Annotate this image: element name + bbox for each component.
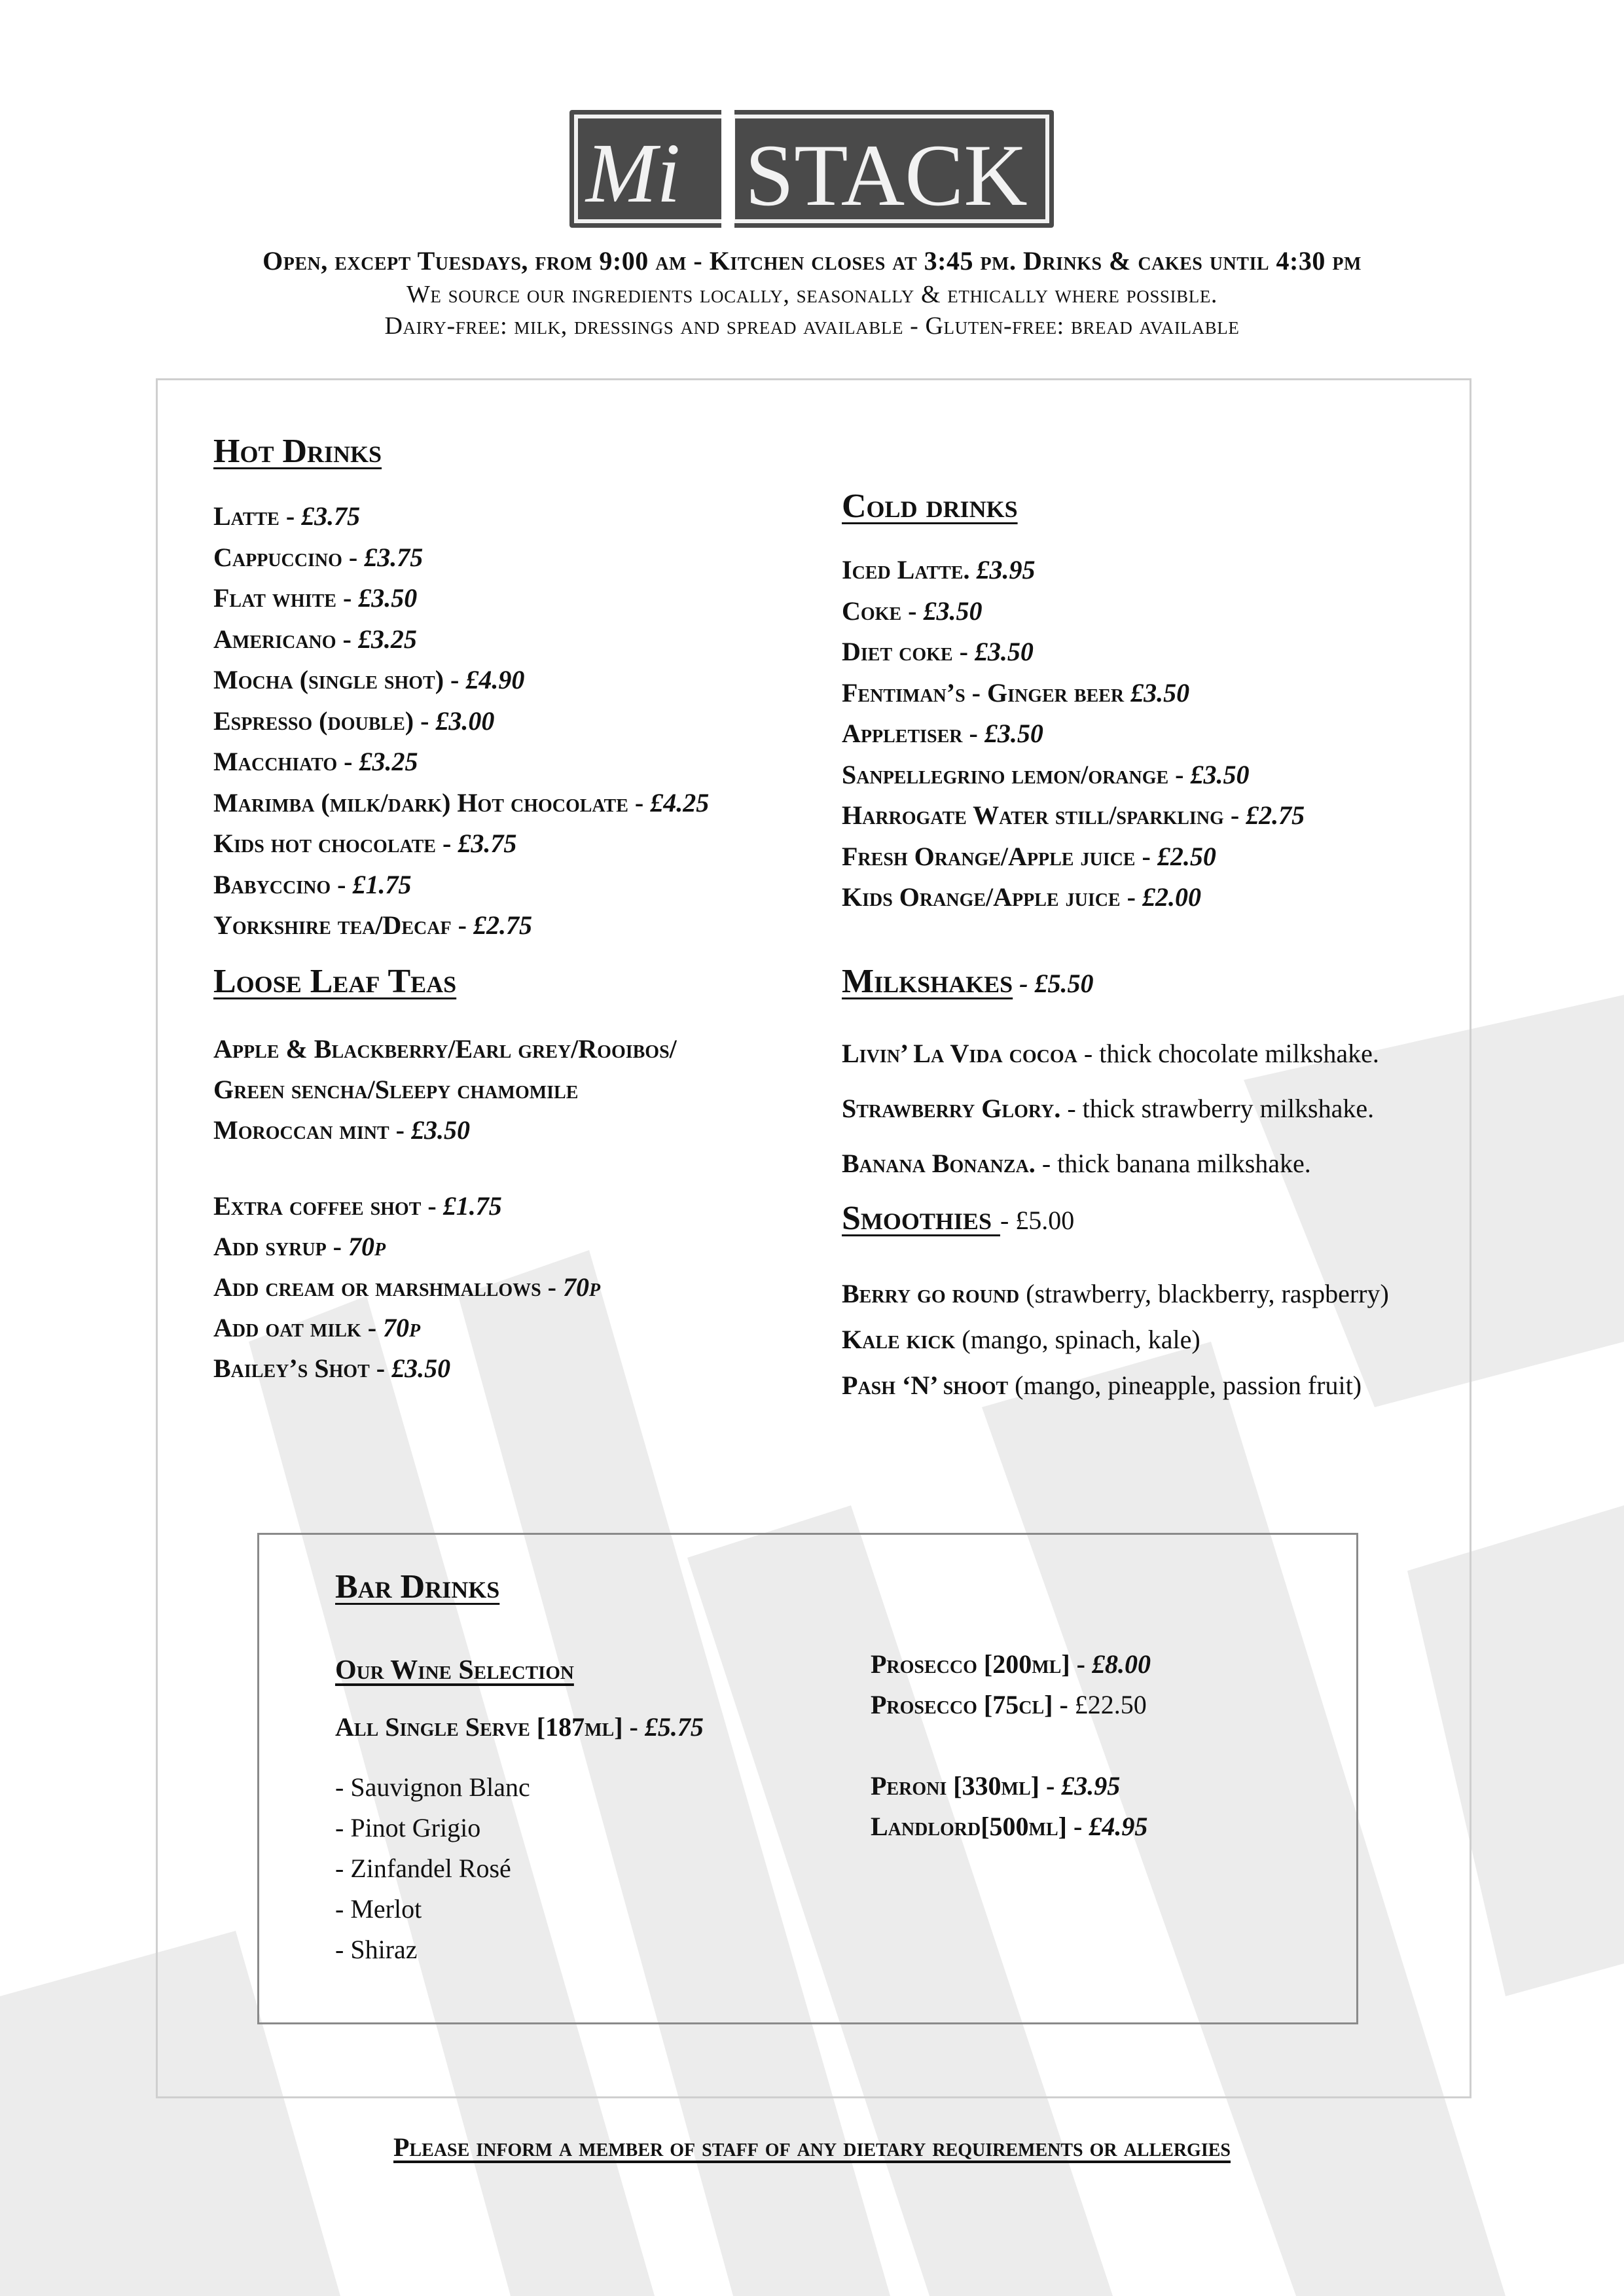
list-item: - Shiraz (335, 1935, 418, 1964)
opening-hours: Open, except Tuesdays, from 9:00 am - Kitchen closes at 3:45 pm. Drinks & cakes until 4:30 pm (262, 246, 1362, 276)
menu-item: Sanpellegrino lemon/orange - £3.50 (842, 759, 1250, 789)
allergy-notice: Please inform a member of staff of any dietary requirements or allergies (393, 2132, 1231, 2162)
menu-item (871, 1725, 1151, 1766)
svg-text:Mi: Mi (586, 126, 681, 221)
hot-drinks-title: Hot Drinks (213, 433, 382, 470)
list-item: - Zinfandel Rosé (335, 1854, 511, 1883)
list-item: - Pinot Grigio (335, 1813, 481, 1842)
list-item: - Sauvignon Blanc (335, 1772, 530, 1802)
menu-item: Yorkshire tea/Decaf - £2.75 (213, 910, 532, 940)
milkshakes-heading (842, 962, 1094, 1001)
loose-leaf-list (213, 1029, 677, 1151)
list-item: - Merlot (335, 1894, 422, 1924)
menu-item: Berry go round (strawberry, blackberry, raspberry) (842, 1279, 1389, 1308)
menu-item: Apple & Blackberry/Earl grey/Rooibos/ (213, 1034, 677, 1064)
svg-text:STACK: STACK (745, 127, 1028, 224)
menu-item: Diet coke - £3.50 (842, 637, 1034, 666)
menu-item: Flat white - £3.50 (213, 583, 418, 613)
menu-item: Mocha (single shot) - £4.90 (213, 665, 525, 694)
menu-item: Pash ‘N’ shoot (mango, pineapple, passion fruit) (842, 1371, 1362, 1400)
menu-item: Harrogate Water still/sparkling - £2.75 (842, 800, 1305, 830)
smoothies-list (842, 1271, 1389, 1408)
hot-drinks-list (213, 496, 709, 946)
menu-item: Kale kick (mango, spinach, kale) (842, 1325, 1200, 1354)
menu-item: Appletiser - £3.50 (842, 719, 1043, 748)
menu-item: Landlord[500ml] - £4.95 (871, 1812, 1148, 1841)
mill-stack-logo (569, 110, 1054, 228)
menu-item: Kids Orange/Apple juice - £2.00 (842, 882, 1201, 912)
menu-item: Espresso (double) - £3.00 (213, 706, 495, 736)
menu-item: Add syrup - 70p (213, 1232, 386, 1261)
menu-item: Macchiato - £3.25 (213, 747, 418, 776)
menu-item: Strawberry Glory. - thick strawberry milkshake. (842, 1094, 1375, 1123)
wine-list (335, 1767, 530, 1970)
menu-item: Livin’ La Vida cocoa - thick chocolate milkshake. (842, 1039, 1379, 1068)
menu-item: Peroni [330ml] - £3.95 (871, 1771, 1121, 1801)
menu-item: Add oat milk - 70p (213, 1313, 421, 1342)
cold-drinks-list (842, 550, 1305, 918)
smoothies-title: Smoothies (842, 1200, 1000, 1237)
smoothies-heading (842, 1199, 1074, 1238)
menu-item: Marimba (milk/dark) Hot chocolate - £4.25 (213, 787, 710, 817)
menu-item: Fentiman’s - Ginger beer £3.50 (842, 677, 1190, 708)
menu-item: Prosecco [200ml] - £8.00 (871, 1649, 1151, 1679)
menu-item: Iced Latte. £3.95 (842, 555, 1036, 584)
menu-item: Fresh Orange/Apple juice - £2.50 (842, 841, 1216, 871)
extras-list (213, 1186, 600, 1389)
loose-leaf-teas-title: Loose Leaf Teas (213, 963, 457, 1000)
dietary-availability-note: Dairy-free: milk, dressings and spread available - Gluten-free: bread available (384, 312, 1240, 340)
menu-item: Moroccan mint - £3.50 (213, 1115, 470, 1145)
smoothies-price: - £5.00 (1000, 1206, 1075, 1235)
milkshakes-list (842, 1026, 1379, 1191)
single-serve-line: All Single Serve [187ml] - £5.75 (335, 1712, 704, 1742)
menu-item: Cappuccino - £3.75 (213, 542, 424, 572)
menu-item: Americano - £3.25 (213, 624, 417, 654)
milkshakes-title: Milkshakes (842, 963, 1013, 1000)
menu-item: Coke - £3.50 (842, 596, 983, 626)
menu-item: Add cream or marshmallows - 70p (213, 1272, 601, 1302)
bar-drinks-list (871, 1644, 1151, 1847)
menu-item: Babyccino - £1.75 (213, 869, 412, 899)
menu-item: Latte - £3.75 (213, 501, 361, 531)
menu-item: Green sencha/Sleepy chamomile (213, 1075, 579, 1104)
menu-item: Bailey’s Shot - £3.50 (213, 1354, 451, 1383)
milkshakes-price: - £5.50 (1013, 969, 1094, 998)
menu-item: Extra coffee shot - £1.75 (213, 1191, 502, 1221)
wine-selection-title: Our Wine Selection (335, 1655, 574, 1685)
sourcing-note: We source our ingredients locally, seasonally & ethically where possible. (406, 281, 1218, 308)
bar-drinks-title: Bar Drinks (335, 1568, 500, 1605)
menu-item: Prosecco [75cl] - £22.50 (871, 1690, 1147, 1719)
menu-item: Banana Bonanza. - thick banana milkshake. (842, 1149, 1311, 1178)
cold-drinks-title: Cold drinks (842, 488, 1018, 525)
menu-item: Kids hot chocolate - £3.75 (213, 829, 517, 858)
